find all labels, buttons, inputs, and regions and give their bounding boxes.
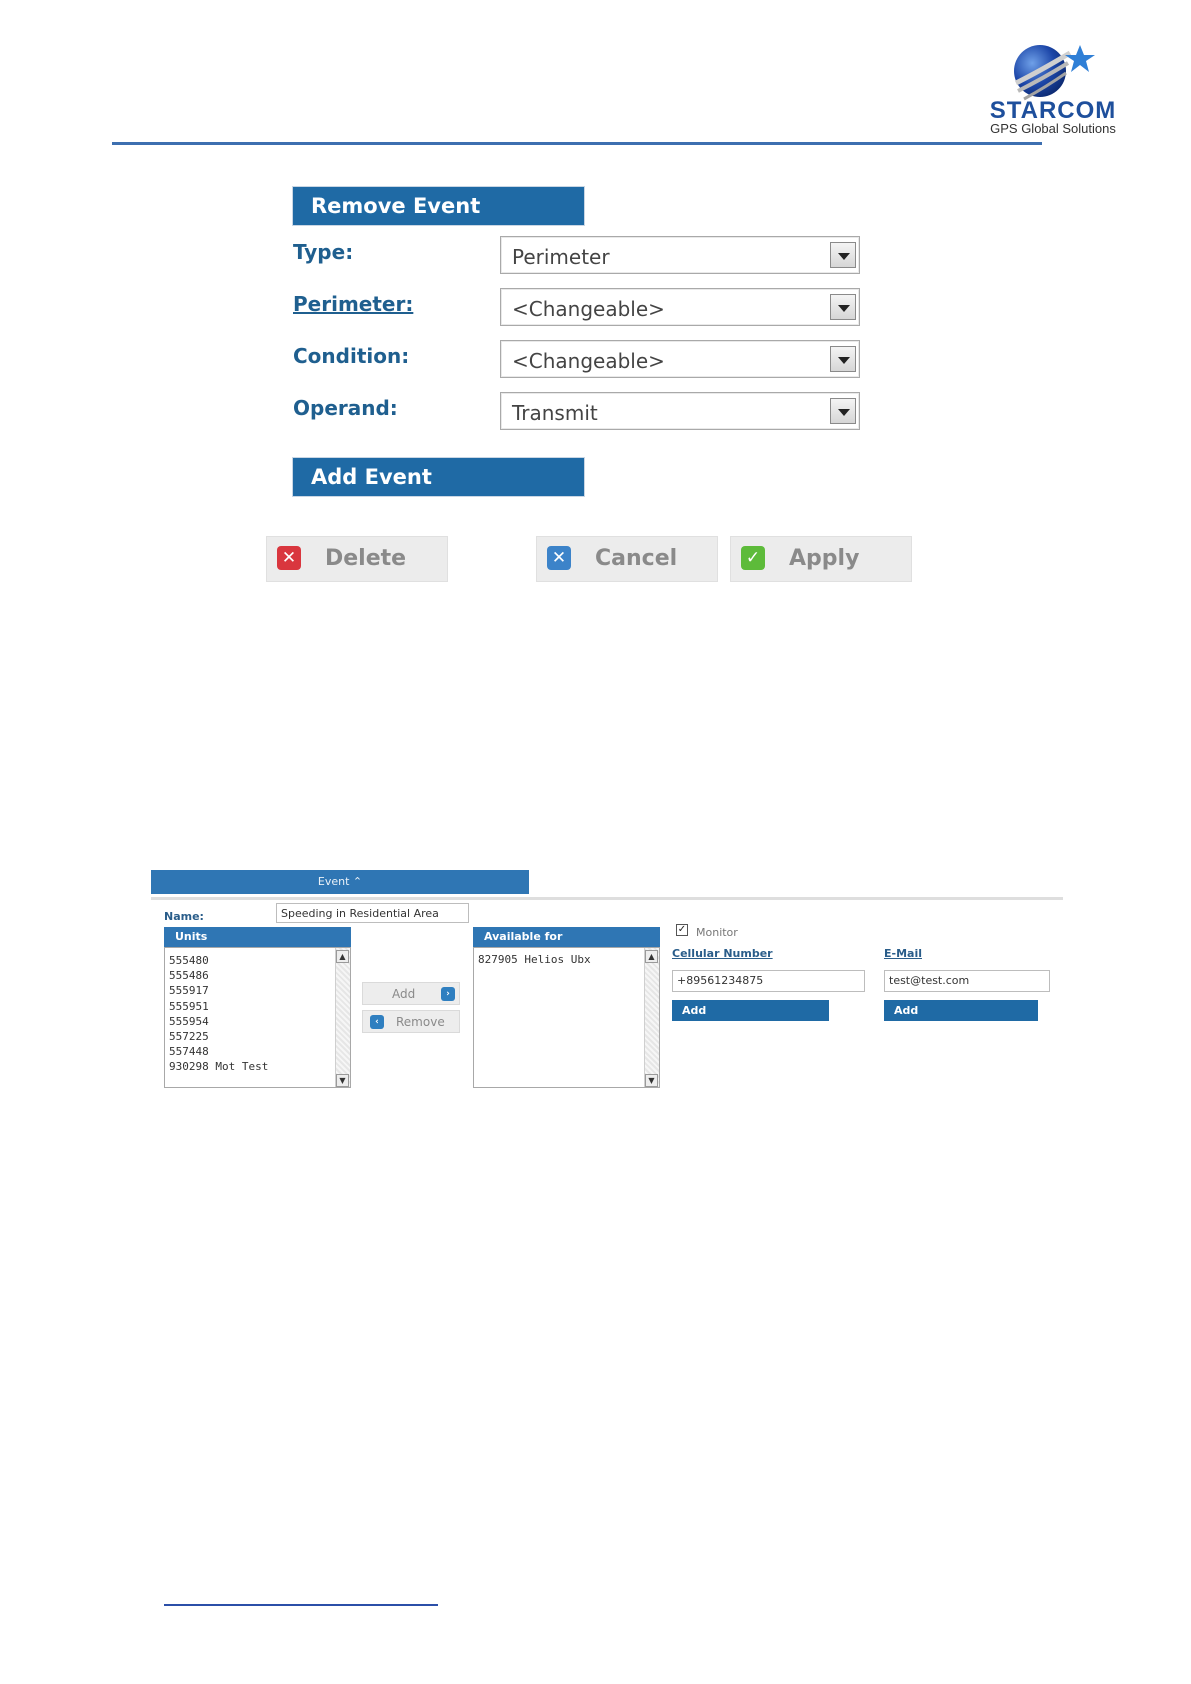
apply-button[interactable] xyxy=(730,536,912,582)
apply-label: Apply xyxy=(789,546,860,571)
delete-button[interactable] xyxy=(266,536,448,582)
type-value: Perimeter xyxy=(512,245,610,269)
header-divider xyxy=(112,142,1042,145)
remove-event-button[interactable]: Remove Event xyxy=(293,187,584,225)
event-tab-divider xyxy=(151,897,1063,900)
tab-event[interactable] xyxy=(151,870,529,894)
email-input[interactable]: test@test.com xyxy=(884,970,1050,992)
units-header: Units xyxy=(164,927,351,947)
chevron-down-icon[interactable] xyxy=(830,346,856,372)
cancel-button[interactable] xyxy=(536,536,718,582)
email-link[interactable]: E-Mail xyxy=(884,947,922,960)
available-for-list[interactable] xyxy=(473,947,660,1088)
add-email-button[interactable]: Add xyxy=(884,1000,1038,1021)
list-item[interactable]: 557448 xyxy=(169,1045,209,1059)
name-label: Name: xyxy=(164,910,204,923)
units-scrollbar[interactable] xyxy=(335,948,350,1087)
delete-label: Delete xyxy=(325,546,407,571)
list-item[interactable]: 555917 xyxy=(169,984,209,998)
remove-unit-button[interactable] xyxy=(362,1010,460,1033)
list-item[interactable]: 930298 Mot Test xyxy=(169,1060,269,1074)
scroll-down-icon[interactable]: ▼ xyxy=(645,1074,658,1087)
cellular-number-link[interactable]: Cellular Number xyxy=(672,947,773,960)
type-select[interactable] xyxy=(500,236,860,274)
remove-unit-label: Remove xyxy=(396,1015,445,1029)
tab-event-label: Event xyxy=(317,875,350,888)
list-item[interactable]: 555954 xyxy=(169,1014,209,1028)
perimeter-select[interactable] xyxy=(500,288,860,326)
cellular-number-input[interactable]: +89561234875 xyxy=(672,970,865,992)
chevron-down-icon[interactable] xyxy=(830,398,856,424)
close-icon: ✕ xyxy=(547,546,571,570)
list-item[interactable]: 555480 xyxy=(169,954,209,967)
add-cellular-button[interactable]: Add xyxy=(672,1000,829,1021)
chevron-left-icon: ‹ xyxy=(370,1015,384,1029)
brand-tagline: GPS Global Solutions xyxy=(990,121,1116,136)
event-name-input[interactable]: Speeding in Residential Area xyxy=(276,903,469,923)
available-for-header: Available for xyxy=(473,927,660,947)
add-unit-button[interactable] xyxy=(362,982,460,1005)
list-item[interactable]: 555486 xyxy=(169,969,209,983)
add-event-button[interactable]: Add Event xyxy=(293,458,584,496)
monitor-label: Monitor xyxy=(696,926,738,939)
perimeter-value: <Changeable> xyxy=(512,297,665,321)
brand-name: STARCOM xyxy=(989,97,1117,124)
scroll-down-icon[interactable]: ▼ xyxy=(336,1074,349,1087)
condition-select[interactable] xyxy=(500,340,860,378)
chevron-down-icon[interactable] xyxy=(830,294,856,320)
available-scrollbar[interactable] xyxy=(644,948,659,1087)
delete-icon: ✕ xyxy=(277,546,301,570)
list-item[interactable]: 557225 xyxy=(169,1029,209,1043)
chevron-right-icon: › xyxy=(441,987,455,1001)
scroll-up-icon[interactable]: ▲ xyxy=(645,950,658,963)
operand-value: Transmit xyxy=(512,401,598,425)
monitor-checkbox[interactable]: ✓ xyxy=(677,924,687,935)
units-list[interactable] xyxy=(164,947,351,1088)
perimeter-label-link[interactable]: Perimeter: xyxy=(293,292,414,316)
caret-up-icon: ⌃ xyxy=(349,875,363,888)
cancel-label: Cancel xyxy=(595,546,678,571)
type-label: Type: xyxy=(293,240,354,264)
scroll-up-icon[interactable]: ▲ xyxy=(336,950,349,963)
footnote-divider xyxy=(164,1604,438,1606)
operand-label: Operand: xyxy=(293,396,398,420)
check-icon: ✓ xyxy=(741,546,765,570)
operand-select[interactable] xyxy=(500,392,860,430)
condition-label: Condition: xyxy=(293,344,410,368)
condition-value: <Changeable> xyxy=(512,349,665,373)
list-item[interactable]: 555951 xyxy=(169,999,209,1013)
list-item[interactable]: 827905 Helios Ubx xyxy=(478,953,591,966)
add-unit-label: Add xyxy=(392,987,416,1001)
chevron-down-icon[interactable] xyxy=(830,242,856,268)
